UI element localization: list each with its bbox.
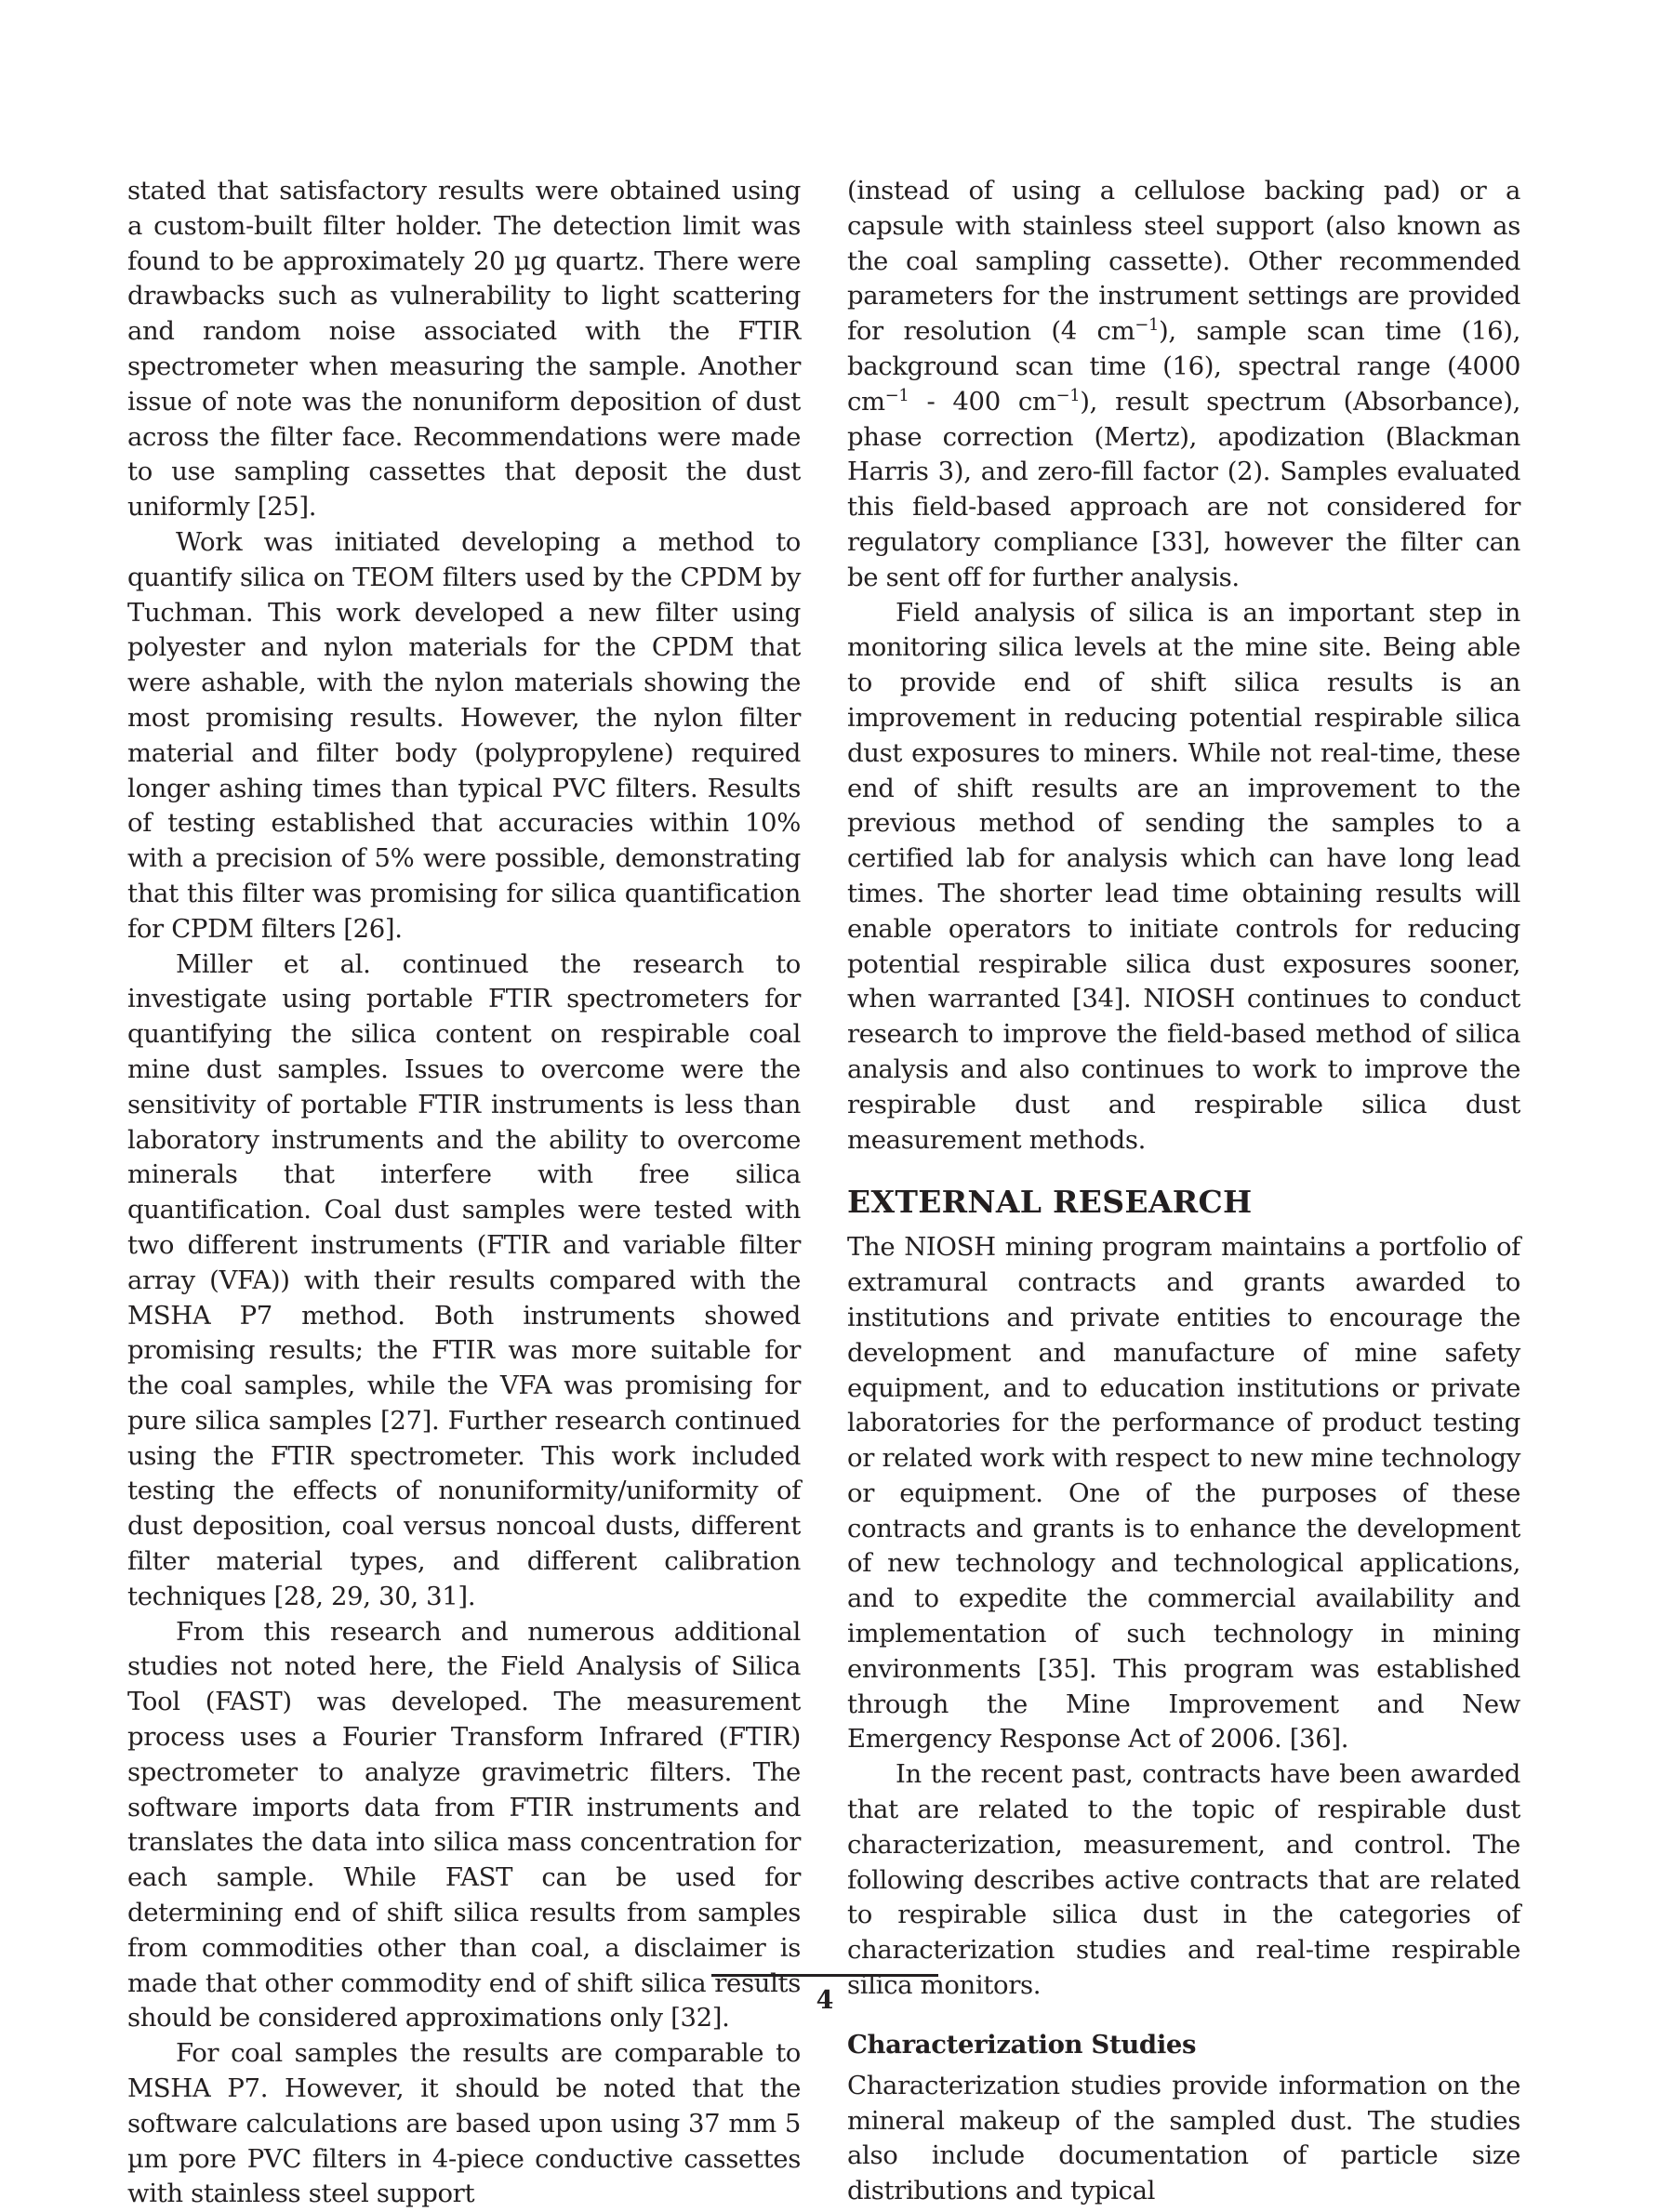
footer-divider bbox=[711, 1974, 938, 1977]
text-run: - 400 cm bbox=[909, 386, 1056, 417]
superscript: −1 bbox=[884, 385, 909, 405]
text-run: (instead of using a cellulose backing pad) or a capsule with stainless steel support (also known as the coal sampling cassette). Other recommended parameters for the instrument settings are provided for resolution (4 cm bbox=[847, 176, 1520, 347]
section-heading-external-research: EXTERNAL RESEARCH bbox=[847, 1184, 1253, 1221]
paragraph: Characterization studies provide information on the mineral makeup of the sampled dust. The studies also include documentation of particle size distributions and typical bbox=[847, 2070, 1520, 2206]
page-number: 4 bbox=[816, 1986, 834, 2015]
paragraph: The NIOSH mining program maintains a portfolio of extramural contracts and grants awarded to institutions and private entities to encourage the development and manufacture of mine safety equipment, and to education institutions or private laboratories for the performance of product testing or related work with respect to new mine technology or equipment. One of the purposes of these contracts and grants is to enhance the development of new technology and technological applications, and to expedite the commercial availability and implementation of such technology in mining environments [35]. This program was established through the Mine Improvement and New Emergency Response Act of 2006. [36]. bbox=[847, 1232, 1520, 1755]
paragraph: Miller et al. continued the research to investigate using portable FTIR spectrometers for quantifying the silica content on respirable coal mine dust samples. Issues to overcome were the sensitivity of portable FTIR instruments is less than laboratory instruments and the ability to overcome minerals that interfere with free silica quantification. Coal dust samples were tested with two different instruments (FTIR and variable filter array (VFA)) with their results compared with the MSHA P7 method. Both instruments showed promising results; the FTIR was more suitable for the coal samples, while the VFA was promising for pure silica samples [27]. Further research continued using the FTIR spectrometer. This work included testing the effects of nonuniformity/uniformity of dust deposition, coal versus noncoal dusts, different filter material types, and different calibration techniques [28, 29, 30, 31]. bbox=[127, 948, 801, 1611]
text-run: ), result spectrum (Absorbance), phase correction (Mertz), apodization (Blackman Harris 3), and zero-fill factor (2). Samples evaluated this field-based approach are not considered for regulatory compliance [33], however the filter can be sent off for further analysis. bbox=[847, 386, 1520, 592]
right-column bbox=[847, 174, 1520, 2209]
superscript: −1 bbox=[1055, 385, 1081, 405]
paragraph: In the recent past, contracts have been awarded that are related to the topic of respirable dust characterization, measurement, and control. The following describes active contracts that are related to respirable silica dust in the categories of characterization studies and real-time respirable silica monitors. bbox=[847, 1759, 1520, 2001]
left-column bbox=[127, 174, 801, 2212]
subsection-heading-characterization-studies: Characterization Studies bbox=[847, 2029, 1197, 2060]
paragraph: stated that satisfactory results were obtained using a custom-built filter holder. The detection limit was found to be approximately 20 µg quartz. There were drawbacks such as vulnerability to light scattering and random noise associated with the FTIR spectrometer when measuring the sample. Another issue of note was the nonuniform deposition of dust across the filter face. Recommendations were made to use sampling cassettes that deposit the dust uniformly [25]. bbox=[127, 176, 801, 523]
paragraph: For coal samples the results are comparable to MSHA P7. However, it should be noted that the software calculations are based upon using 37 mm 5 µm pore PVC filters in 4-piece conductive cassettes with stainless steel support bbox=[127, 2038, 801, 2209]
paragraph-instrument-settings bbox=[847, 174, 1520, 596]
paragraph: From this research and numerous additional studies not noted here, the Field Analysis of Silica Tool (FAST) was developed. The measurement process uses a Fourier Transform Infrared (FTIR) spectrometer to analyze gravimetric filters. The software imports data from FTIR instruments and translates the data into silica mass concentration for each sample. While FAST can be used for determining end of shift silica results from samples from commodities other than coal, a disclaimer is made that other commodity end of shift silica results should be considered approximations only [32]. bbox=[127, 1616, 801, 2033]
superscript: −1 bbox=[1135, 315, 1159, 336]
paragraph: Work was initiated developing a method to quantify silica on TEOM filters used by the CPDM by Tuchman. This work developed a new filter using polyester and nylon materials for the CPDM that were ashable, with the nylon materials showing the most promising results. However, the nylon filter material and filter body (polypropylene) required longer ashing times than typical PVC filters. Results of testing established that accuracies within 10% with a precision of 5% were possible, demonstrating that this filter was promising for silica quantification for CPDM filters [26]. bbox=[127, 526, 801, 944]
text-run: ), sample scan time (16), background scan time (16), spectral range (4000 cm bbox=[847, 316, 1520, 417]
paragraph: Field analysis of silica is an important step in monitoring silica levels at the mine site. Being able to provide end of shift silica results is an improvement in reducing potential respirable silica dust exposures to miners. While not real-time, these end of shift results are an improvement to the previous method of sending the samples to a certified lab for analysis which can have long lead times. The shorter lead time obtaining results will enable operators to initiate controls for reducing potential respirable silica dust exposures sooner, when warranted [34]. NIOSH continues to conduct research to improve the field-based method of silica analysis and also continues to work to improve the respirable dust and respirable silica dust measurement methods. bbox=[847, 597, 1520, 1155]
